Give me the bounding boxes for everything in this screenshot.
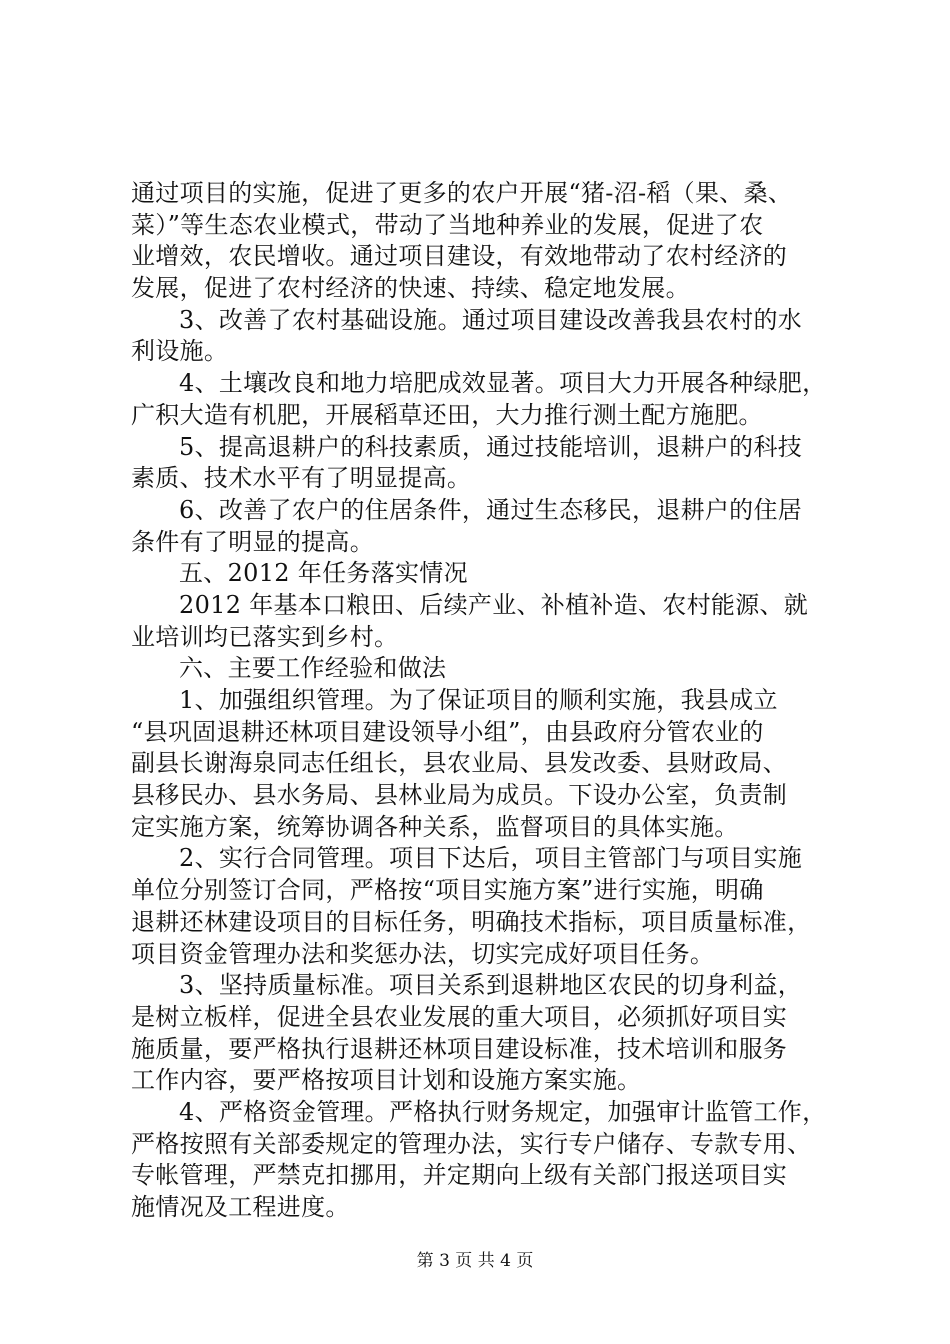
text-line: 2、实行合同管理。项目下达后，项目主管部门与项目实施 — [179, 844, 803, 873]
text-line: 4、土壤改良和地力培肥成效显著。项目大力开展各种绿肥， — [179, 369, 827, 398]
text-line: 6、改善了农户的住居条件，通过生态移民，退耕户的住居 — [179, 495, 803, 524]
text-line: 项目资金管理办法和奖惩办法，切实完成好项目任务。 — [131, 939, 715, 968]
text-line: 业培训均已落实到乡村。 — [131, 622, 399, 651]
text-line: 专帐管理，严禁克扣挪用，并定期向上级有关部门报送项目实 — [131, 1161, 788, 1190]
text-line: 严格按照有关部委规定的管理办法，实行专户储存、专款专用、 — [131, 1129, 812, 1158]
text-line: 六、主要工作经验和做法 — [179, 654, 447, 683]
text-line: 业增效，农民增收。通过项目建设，有效地带动了农村经济的 — [131, 242, 788, 271]
text-line: 菜）”等生态农业模式，带动了当地种养业的发展，促进了农 — [131, 210, 764, 239]
text-line: 施情况及工程进度。 — [131, 1193, 350, 1221]
text-line: 5、提高退耕户的科技素质，通过技能培训，退耕户的科技 — [179, 432, 803, 461]
page-footer: 第 3 页 共 4 页 — [416, 1251, 534, 1271]
text-line: 发展，促进了农村经济的快速、持续、稳定地发展。 — [131, 274, 690, 303]
text-line: 广积大造有机肥，开展稻草还田，大力推行测土配方施肥。 — [131, 400, 763, 429]
text-line: 条件有了明显的提高。 — [131, 527, 374, 556]
text-line: 是树立板样，促进全县农业发展的重大项目，必须抓好项目实 — [131, 1002, 788, 1031]
text-line: 县移民办、县水务局、县林业局为成员。下设办公室，负责制 — [131, 781, 788, 810]
text-line: 副县长谢海泉同志任组长，县农业局、县发改委、县财政局、 — [131, 749, 788, 778]
text-line: 单位分别签订合同，严格按“项目实施方案”进行实施，明确 — [131, 876, 764, 905]
text-line: 退耕还林建设项目的目标任务，明确技术指标，项目质量标准， — [131, 907, 812, 936]
text-line: 工作内容，要严格按项目计划和设施方案实施。 — [131, 1066, 642, 1095]
text-line: 施质量，要严格执行退耕还林项目建设标准，技术培训和服务 — [131, 1034, 788, 1063]
text-line: “县巩固退耕还林项目建设领导小组”，由县政府分管农业的 — [131, 717, 764, 746]
text-line: 五、2012 年任务落实情况 — [179, 559, 468, 588]
text-line: 1、加强组织管理。为了保证项目的顺利实施，我县成立 — [179, 686, 778, 714]
text-line: 3、改善了农村基础设施。通过项目建设改善我县农村的水 — [179, 305, 803, 334]
document-body — [131, 178, 831, 1224]
text-line: 通过项目的实施，促进了更多的农户开展“猪-沼-稻（果、桑、 — [131, 179, 793, 207]
text-line: 素质、技术水平有了明显提高。 — [131, 464, 472, 493]
text-line: 4、严格资金管理。严格执行财务规定，加强审计监管工作， — [179, 1097, 827, 1126]
text-line: 定实施方案，统筹协调各种关系，监督项目的具体实施。 — [131, 812, 739, 841]
text-line: 2012 年基本口粮田、后续产业、补植补造、农村能源、就 — [179, 590, 809, 619]
text-line: 3、坚持质量标准。项目关系到退耕地区农民的切身利益， — [179, 971, 803, 1000]
text-line: 利设施。 — [131, 337, 229, 366]
